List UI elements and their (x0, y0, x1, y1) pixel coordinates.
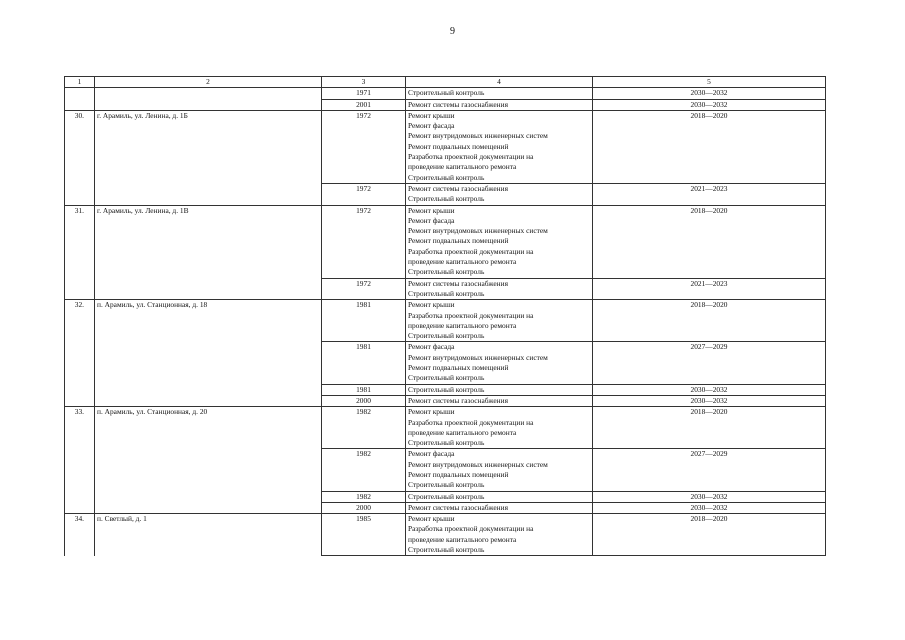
table-row (65, 342, 826, 384)
work-item: Ремонт системы газоснабжения (408, 99, 508, 109)
row-number (65, 183, 95, 205)
period-cell: 2021—2023 (593, 278, 826, 300)
address-cell (95, 395, 322, 406)
work-item: Ремонт подвальных помещений (408, 363, 509, 373)
work-item: Разработка проектной документации на (408, 524, 534, 534)
works-cell (406, 88, 593, 99)
table-row (65, 384, 826, 395)
works-cell (406, 491, 593, 502)
work-item: Строительный контроль (408, 194, 485, 204)
row-number: 31. (65, 205, 95, 278)
work-item: Ремонт внутридомовых инженерных систем (408, 131, 548, 141)
row-number (65, 449, 95, 491)
address-cell (95, 449, 322, 491)
works-cell (406, 502, 593, 513)
table-row (65, 99, 826, 110)
work-item: проведение капитального ремонта (408, 257, 517, 267)
work-item: Ремонт фасада (408, 121, 455, 131)
work-item: Ремонт подвальных помещений (408, 141, 509, 151)
work-item: Ремонт подвальных помещений (408, 236, 509, 246)
year-cell: 1971 (322, 88, 406, 99)
row-number (65, 99, 95, 110)
address-cell (95, 88, 322, 99)
table-row (65, 449, 826, 491)
work-item: Ремонт фасада (408, 449, 455, 459)
works-cell (406, 300, 593, 342)
work-item: Разработка проектной документации на (408, 417, 534, 427)
work-item: Ремонт системы газоснабжения (408, 278, 508, 288)
work-item: Ремонт подвальных помещений (408, 469, 509, 479)
table-body (65, 77, 826, 556)
row-number: 34. (65, 514, 95, 556)
period-cell: 2018—2020 (593, 407, 826, 449)
works-cell (406, 205, 593, 278)
works-cell (406, 514, 593, 556)
address-cell: п. Арамиль, ул. Станционная, д. 18 (95, 300, 322, 342)
works-cell (406, 384, 593, 395)
row-number (65, 395, 95, 406)
year-cell: 1982 (322, 449, 406, 491)
period-cell: 2030—2032 (593, 88, 826, 99)
row-number (65, 88, 95, 99)
work-item: Ремонт фасада (408, 342, 455, 352)
work-item: Ремонт системы газоснабжения (408, 395, 508, 405)
period-cell: 2027—2029 (593, 449, 826, 491)
period-cell: 2030—2032 (593, 491, 826, 502)
address-cell (95, 99, 322, 110)
year-cell: 1972 (322, 278, 406, 300)
year-cell: 1972 (322, 205, 406, 278)
period-cell: 2021—2023 (593, 183, 826, 205)
period-cell: 2018—2020 (593, 110, 826, 183)
table-row (65, 491, 826, 502)
row-number (65, 384, 95, 395)
year-cell: 1985 (322, 514, 406, 556)
work-item: Строительный контроль (408, 480, 485, 490)
table-row (65, 88, 826, 99)
year-cell: 1972 (322, 183, 406, 205)
work-item: Ремонт внутридомовых инженерных систем (408, 352, 548, 362)
period-cell: 2030—2032 (593, 384, 826, 395)
column-header-1: 1 (65, 77, 95, 88)
address-cell: г. Арамиль, ул. Ленина, д. 1В (95, 205, 322, 278)
address-cell (95, 502, 322, 513)
address-cell (95, 183, 322, 205)
work-item: Разработка проектной документации на (408, 310, 534, 320)
repair-schedule-table (64, 76, 826, 556)
work-item: Строительный контроль (408, 438, 485, 448)
table-row (65, 514, 826, 556)
work-item: Строительный контроль (408, 545, 485, 555)
table-row (65, 502, 826, 513)
work-item: Разработка проектной документации на (408, 246, 534, 256)
table-row (65, 407, 826, 449)
table-row (65, 205, 826, 278)
work-item: Строительный контроль (408, 331, 485, 341)
year-cell: 1981 (322, 300, 406, 342)
address-cell: г. Арамиль, ул. Ленина, д. 1Б (95, 110, 322, 183)
period-cell: 2030—2032 (593, 502, 826, 513)
work-item: проведение капитального ремонта (408, 162, 517, 172)
work-item: Строительный контроль (408, 267, 485, 277)
period-cell: 2027—2029 (593, 342, 826, 384)
period-cell: 2030—2032 (593, 395, 826, 406)
year-cell: 1972 (322, 110, 406, 183)
year-cell: 2001 (322, 99, 406, 110)
work-item: проведение капитального ремонта (408, 320, 517, 330)
work-item: Строительный контроль (408, 288, 485, 298)
table-row (65, 110, 826, 183)
row-number: 32. (65, 300, 95, 342)
works-cell (406, 395, 593, 406)
row-number: 30. (65, 110, 95, 183)
period-cell: 2018—2020 (593, 514, 826, 556)
period-cell: 2030—2032 (593, 99, 826, 110)
work-item: Ремонт крыши (408, 205, 455, 215)
column-header-2: 2 (95, 77, 322, 88)
page-number: 9 (450, 26, 455, 37)
works-cell (406, 278, 593, 300)
work-item: Строительный контроль (408, 88, 485, 98)
work-item: Ремонт системы газоснабжения (408, 502, 508, 512)
works-cell (406, 183, 593, 205)
year-cell: 1981 (322, 384, 406, 395)
period-cell: 2018—2020 (593, 300, 826, 342)
work-item: Ремонт системы газоснабжения (408, 183, 508, 193)
work-item: Разработка проектной документации на (408, 152, 534, 162)
column-header-5: 5 (593, 77, 826, 88)
column-header-4: 4 (406, 77, 593, 88)
year-cell: 1981 (322, 342, 406, 384)
work-item: проведение капитального ремонта (408, 534, 517, 544)
address-cell (95, 342, 322, 384)
year-cell: 1982 (322, 491, 406, 502)
work-item: Строительный контроль (408, 491, 485, 501)
table-row (65, 300, 826, 342)
column-number-row (65, 77, 826, 88)
year-cell: 2000 (322, 395, 406, 406)
work-item: Ремонт крыши (408, 407, 455, 417)
work-item: проведение капитального ремонта (408, 427, 517, 437)
year-cell: 1982 (322, 407, 406, 449)
work-item: Ремонт крыши (408, 110, 455, 120)
address-cell: п. Светлый, д. 1 (95, 514, 322, 556)
row-number (65, 491, 95, 502)
work-item: Строительный контроль (408, 384, 485, 394)
works-cell (406, 449, 593, 491)
work-item: Ремонт внутридомовых инженерных систем (408, 459, 548, 469)
work-item: Ремонт крыши (408, 514, 455, 524)
table-row (65, 183, 826, 205)
table-row (65, 395, 826, 406)
period-cell: 2018—2020 (593, 205, 826, 278)
column-header-3: 3 (322, 77, 406, 88)
row-number (65, 502, 95, 513)
works-cell (406, 342, 593, 384)
row-number (65, 278, 95, 300)
works-cell (406, 407, 593, 449)
year-cell: 2000 (322, 502, 406, 513)
address-cell (95, 384, 322, 395)
works-cell (406, 110, 593, 183)
table-row (65, 278, 826, 300)
work-item: Строительный контроль (408, 172, 485, 182)
address-cell: п. Арамиль, ул. Станционная, д. 20 (95, 407, 322, 449)
work-item: Ремонт крыши (408, 300, 455, 310)
works-cell (406, 99, 593, 110)
work-item: Строительный контроль (408, 373, 485, 383)
work-item: Ремонт внутридомовых инженерных систем (408, 226, 548, 236)
work-item: Ремонт фасада (408, 215, 455, 225)
address-cell (95, 491, 322, 502)
row-number (65, 342, 95, 384)
address-cell (95, 278, 322, 300)
row-number: 33. (65, 407, 95, 449)
